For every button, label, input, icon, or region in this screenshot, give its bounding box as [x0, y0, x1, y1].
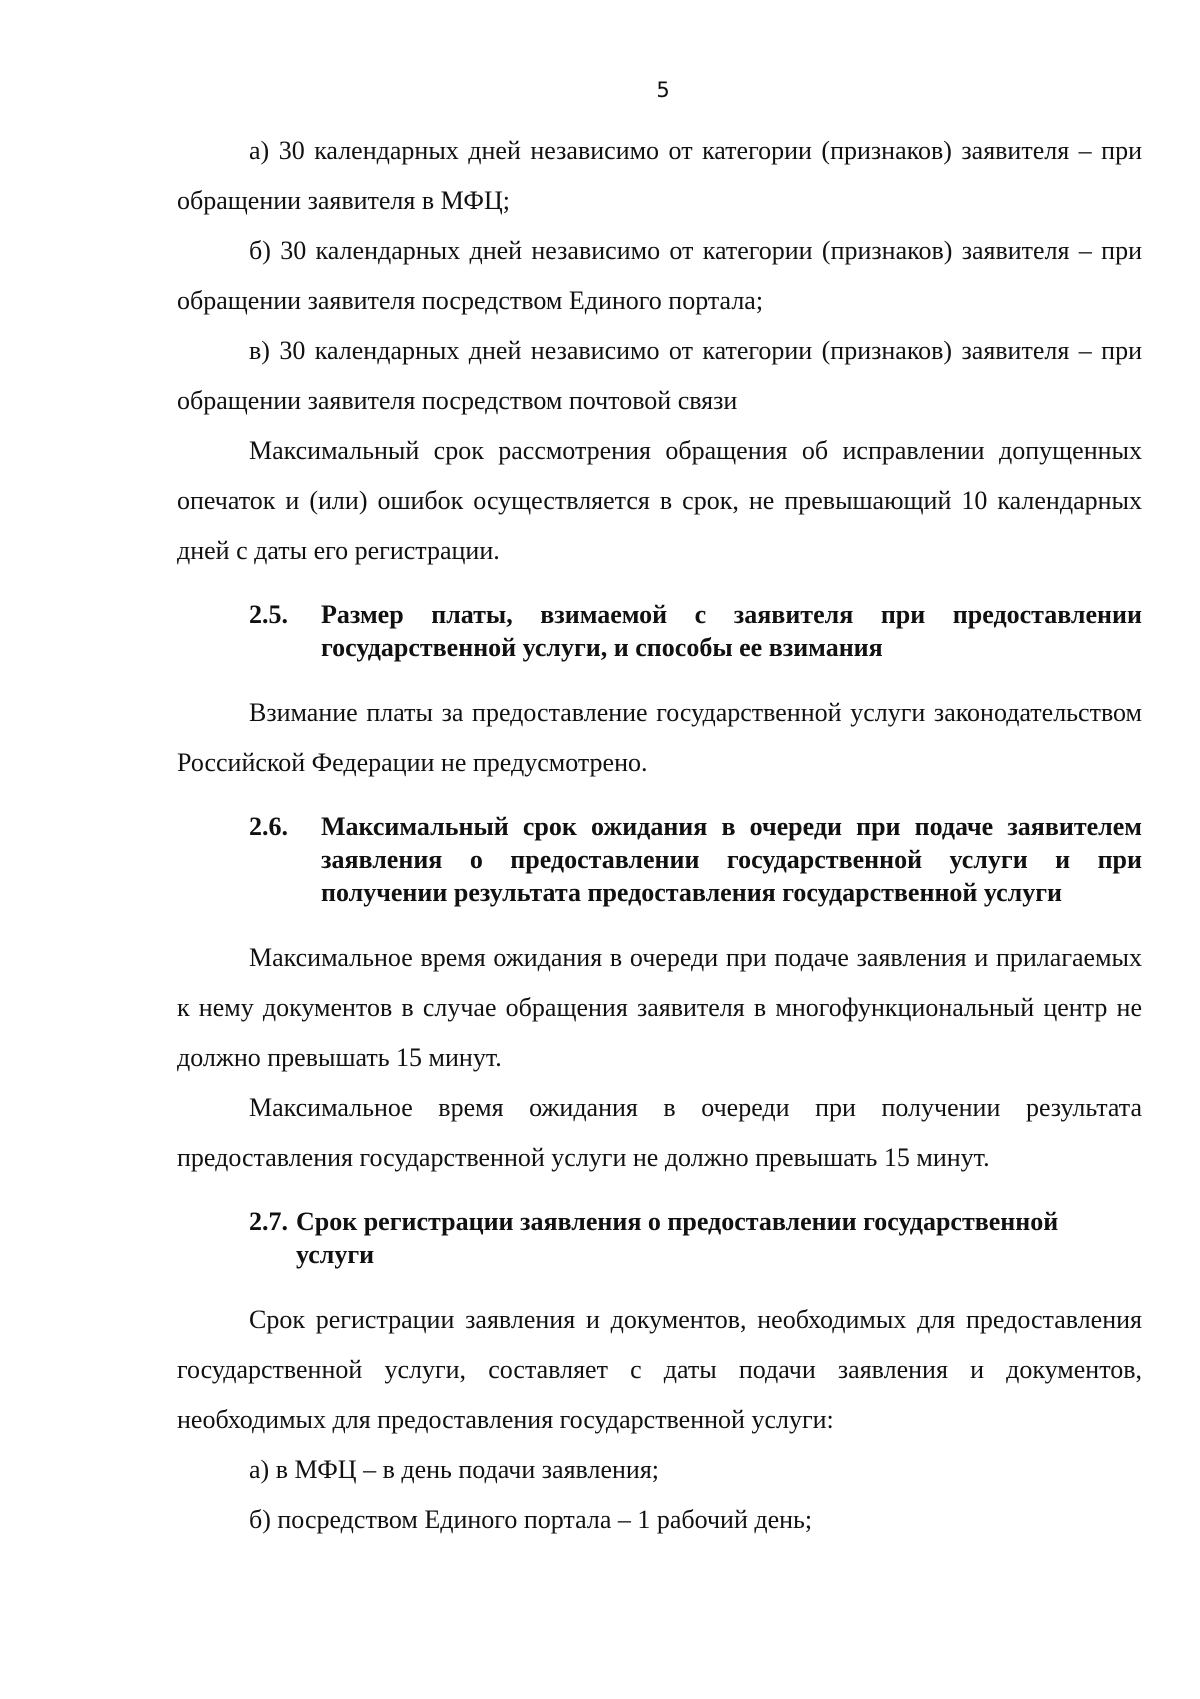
paragraph-queue-result: Максимальное время ожидания в очереди при получении результата предоставления государственной услуги не должно превышать 15 минут.: [177, 1093, 1142, 1172]
section-number: 2.7.: [249, 1207, 288, 1236]
paragraph-queue-submission: Максимальное время ожидания в очереди при подаче заявления и прилагаемых к нему документов в случае обращения заявителя в многофункциональный центр не должно превышать 15 минут.: [177, 943, 1142, 1072]
list-item-b-portal-1-day: б) посредством Единого портала – 1 рабочий день;: [249, 1505, 813, 1534]
section-number: 2.6.: [249, 812, 288, 841]
paragraph-correction-term: Максимальный срок рассмотрения обращения об исправлении допущенных опечаток и (или) ошибок осуществляется в срок, не превышающий 10 календарных дней с даты его регистрации.: [177, 436, 1142, 565]
spacer: [177, 909, 1142, 933]
list-item-a-mfc-30-days: а) 30 календарных дней независимо от категории (признаков) заявителя – при обращении заявителя в МФЦ;: [177, 136, 1142, 215]
spacer: [177, 1183, 1142, 1205]
list-item-c-postal-30-days: в) 30 календарных дней независимо от категории (признаков) заявителя – при обращении заявителя посредством почтовой связи: [177, 336, 1142, 415]
section-number: 2.5.: [249, 600, 288, 629]
section-title: Максимальный срок ожидания в очереди при подаче заявителем заявления о предоставлении государственной услуги и при получении результата предоставления государственной услуги: [321, 812, 1142, 907]
paragraph-fee: Взимание платы за предоставление государственной услуги законодательством Российской Федерации не предусмотрено.: [177, 698, 1142, 777]
section-heading-2-6: [177, 810, 1142, 909]
list-item-a-mfc-same-day: а) в МФЦ – в день подачи заявления;: [249, 1455, 659, 1484]
list-item-b-portal-30-days: б) 30 календарных дней независимо от категории (признаков) заявителя – при обращении заявителя посредством Единого портала;: [177, 236, 1142, 315]
section-title: Срок регистрации заявления о предоставлении государственной услуги: [296, 1207, 1059, 1269]
section-heading-2-5: [177, 598, 1142, 664]
page-number: 5: [656, 78, 670, 102]
paragraph-registration-term: Срок регистрации заявления и документов, необходимых для предоставления государственной услуги, составляет с даты подачи заявления и документов, необходимых для предоставления государственной услуги:: [177, 1305, 1142, 1434]
spacer: [177, 576, 1142, 598]
section-heading-2-7: [177, 1205, 1142, 1271]
section-title: Размер платы, взимаемой с заявителя при предоставлении государственной услуги, и способы ее взимания: [321, 600, 1142, 662]
document-body: [177, 126, 1142, 1545]
spacer: [177, 664, 1142, 688]
spacer: [177, 788, 1142, 810]
spacer: [177, 1271, 1142, 1295]
